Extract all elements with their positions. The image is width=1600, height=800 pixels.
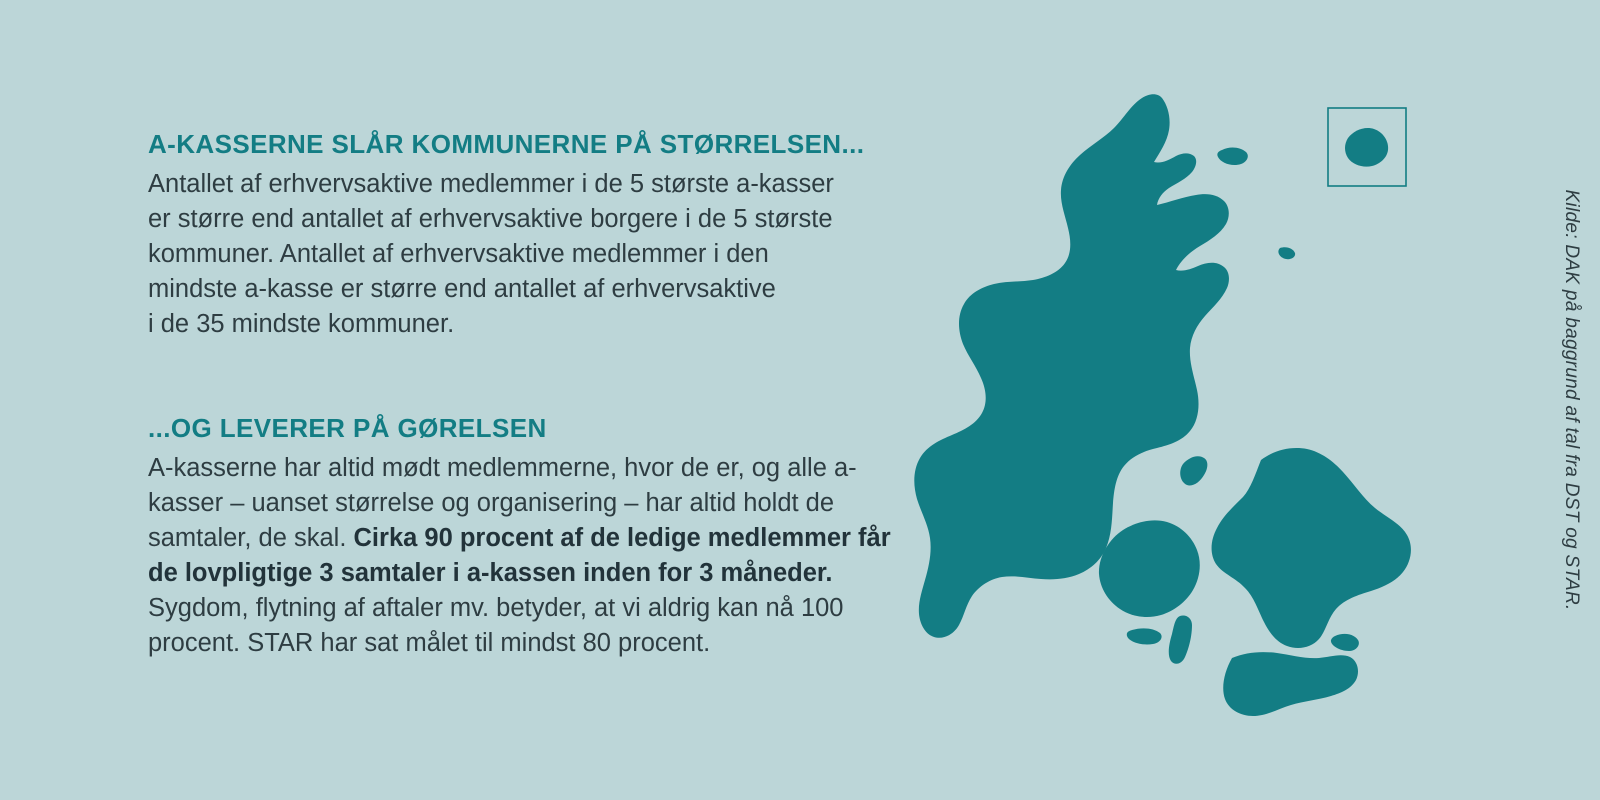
denmark-map — [880, 60, 1500, 740]
text-block-delivery — [148, 412, 908, 661]
body-line-5: i de 35 mindste kommuner. — [148, 309, 455, 338]
body-size — [148, 167, 908, 342]
block-spacer — [148, 378, 908, 412]
text-block-size — [148, 128, 908, 342]
zealand-shape — [1212, 448, 1411, 648]
body-line-3: kommuner. Antallet af erhvervsaktive medlemmer i den — [148, 240, 769, 269]
body-delivery — [148, 451, 908, 661]
body-delivery-bold: Cirka 90 procent af de ledige medlemmer får de lovpligtige 3 samtaler i a-kassen inden for 3 måneder. — [148, 523, 891, 587]
samso-island-shape — [1180, 456, 1207, 485]
body-line-4: mindste a-kasse er større end antallet af erhvervsaktive — [148, 275, 776, 304]
mon-island-shape — [1331, 634, 1359, 651]
funen-shape — [1099, 520, 1200, 617]
heading-og-leverer-paa-goerelsen: ...OG LEVERER PÅ GØRELSEN — [148, 412, 547, 443]
anholt-island-shape — [1278, 247, 1295, 259]
heading-a-kasserne-slaar-kommunerne: A-KASSERNE SLÅR KOMMUNERNE PÅ STØRRELSEN... — [148, 129, 865, 159]
lolland-falster-shape — [1223, 652, 1358, 716]
laeso-island-shape — [1217, 148, 1247, 165]
aeroe-island-shape — [1127, 628, 1162, 644]
body-delivery-part-2: Sygdom, flytning af aftaler mv. betyder, at vi aldrig kan nå 100 procent. STAR har sat målet til mindst 80 procent. — [148, 593, 844, 657]
source-note: Kilde: DAK på baggrund af tal fra DST og STAR. — [1561, 189, 1582, 611]
body-delivery-part-1: A-kasserne har altid mødt medlemmerne, hvor de er, og alle a-kasser – uanset størrelse og organisering – har altid holdt de samtaler, de skal. — [148, 454, 857, 552]
bornholm-shape — [1345, 128, 1388, 167]
body-line-2: er større end antallet af erhvervsaktive borgere i de 5 største — [148, 205, 833, 234]
langeland-island-shape — [1169, 615, 1192, 663]
body-line-1: Antallet af erhvervsaktive medlemmer i de 5 største a-kasser — [148, 170, 834, 199]
text-column — [148, 128, 908, 661]
denmark-map-svg — [880, 60, 1500, 740]
